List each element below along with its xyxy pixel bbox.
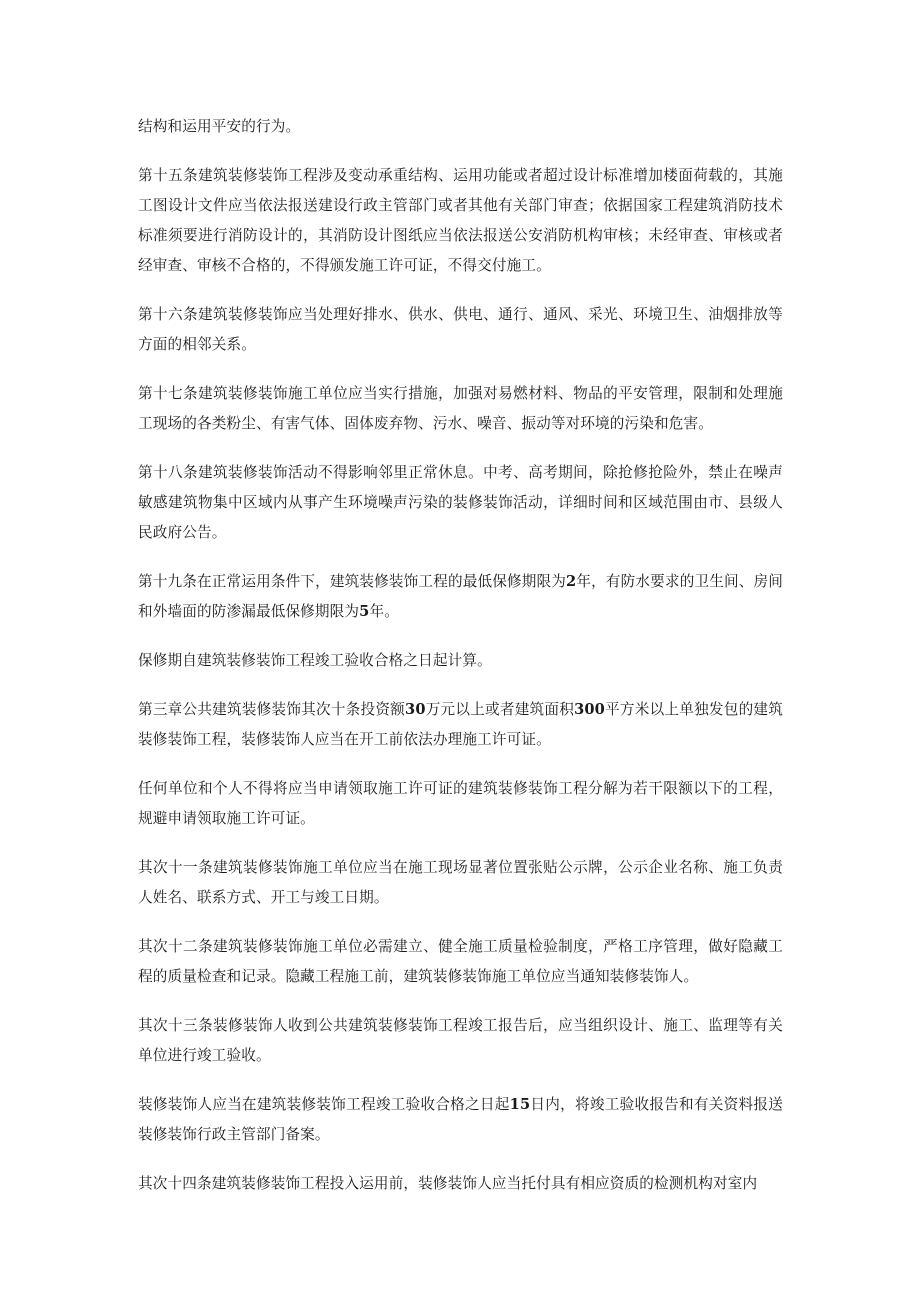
paragraph-9: 任何单位和个人不得将应当申请领取施工许可证的建筑装修装饰工程分解为若干限额以下的工程，规避申请领取施工许可证。: [138, 780, 783, 827]
paragraph-13: 装修装饰人应当在建筑装修装饰工程竣工验收合格之日起15日内，将竣工验收报告和有关资料报送装修装饰行政主管部门备案。: [138, 1096, 783, 1143]
paragraph-4: 第十七条建筑装修装饰施工单位应当实行措施，加强对易燃材料、物品的平安管理，限制和处理施工现场的各类粉尘、有害气体、固体废弃物、污水、噪音、振动等对环境的污染和危害。: [138, 385, 783, 432]
paragraph-10: 其次十一条建筑装修装饰施工单位应当在施工现场显著位置张贴公示牌，公示企业名称、施工负责人姓名、联系方式、开工与竣工日期。: [138, 859, 783, 906]
document-body: [138, 112, 783, 1218]
paragraph-1: 结构和运用平安的行为。: [138, 118, 301, 135]
paragraph-2: 第十五条建筑装修装饰工程涉及变动承重结构、运用功能或者超过设计标准增加楼面荷载的，其施工图设计文件应当依法报送建设行政主管部门或者其他有关部门审查；依据国家工程建筑消防技术标准须要进行消防设计的，其消防设计图纸应当依法报送公安消防机构审核；未经审查、审核或者经审查、审核不合格的，不得颁发施工许可证，不得交付施工。: [138, 167, 783, 274]
paragraph-8: 第三章公共建筑装修装饰其次十条投资额30万元以上或者建筑面积300平方米以上单独发包的建筑装修装饰工程，装修装饰人应当在开工前依法办理施工许可证。: [138, 701, 783, 748]
paragraph-6: 第十九条在正常运用条件下，建筑装修装饰工程的最低保修期限为2年，有防水要求的卫生间、房间和外墙面的防渗漏最低保修期限为5年。: [138, 573, 783, 620]
paragraph-7: 保修期自建筑装修装饰工程竣工验收合格之日起计算。: [138, 652, 492, 669]
paragraph-12: 其次十三条装修装饰人收到公共建筑装修装饰工程竣工报告后，应当组织设计、施工、监理等有关单位进行竣工验收。: [138, 1017, 783, 1064]
paragraph-3: 第十六条建筑装修装饰应当处理好排水、供水、供电、通行、通风、采光、环境卫生、油烟排放等方面的相邻关系。: [138, 306, 783, 353]
paragraph-5: 第十八条建筑装修装饰活动不得影响邻里正常休息。中考、高考期间，除抢修抢险外，禁止在噪声敏感建筑物集中区域内从事产生环境噪声污染的装修装饰活动，详细时间和区域范围由市、县级人民政府公告。: [138, 464, 783, 541]
paragraph-14: 其次十四条建筑装修装饰工程投入运用前，装修装饰人应当托付具有相应资质的检测机构对室内: [138, 1175, 758, 1192]
paragraph-11: 其次十二条建筑装修装饰施工单位必需建立、健全施工质量检验制度，严格工序管理，做好隐藏工程的质量检查和记录。隐藏工程施工前，建筑装修装饰施工单位应当通知装修装饰人。: [138, 938, 783, 985]
